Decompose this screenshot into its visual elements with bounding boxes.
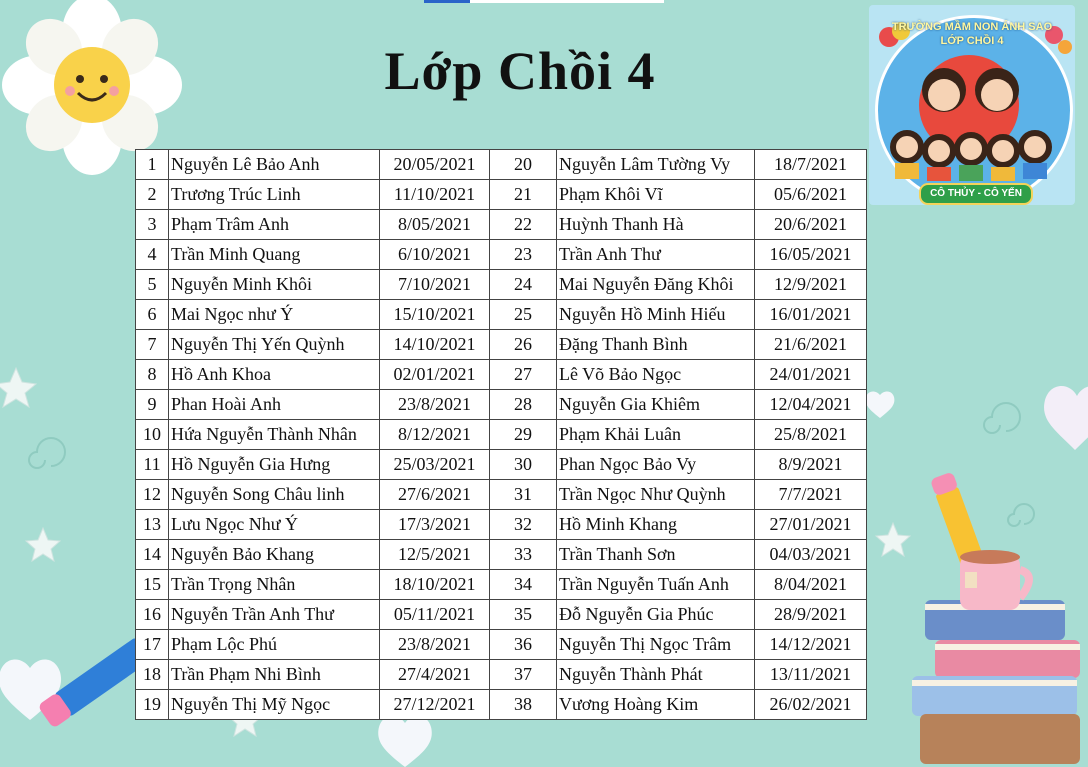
student-name: Nguyễn Thị Mỹ Ngọc (169, 690, 380, 720)
student-number: 15 (136, 570, 169, 600)
student-birthdate: 05/6/2021 (755, 180, 867, 210)
student-birthdate: 20/05/2021 (380, 150, 490, 180)
student-name: Phạm Khôi Vĩ (557, 180, 755, 210)
student-name: Trần Minh Quang (169, 240, 380, 270)
student-name: Nguyễn Gia Khiêm (557, 390, 755, 420)
student-number: 27 (490, 360, 557, 390)
student-birthdate: 28/9/2021 (755, 600, 867, 630)
student-name: Nguyễn Thị Ngọc Trâm (557, 630, 755, 660)
student-number: 31 (490, 480, 557, 510)
student-name: Nguyễn Song Châu linh (169, 480, 380, 510)
student-name: Trần Ngọc Như Quỳnh (557, 480, 755, 510)
student-birthdate: 04/03/2021 (755, 540, 867, 570)
student-birthdate: 27/4/2021 (380, 660, 490, 690)
student-number: 17 (136, 630, 169, 660)
student-name: Lưu Ngọc Như Ý (169, 510, 380, 540)
student-name: Nguyễn Thị Yến Quỳnh (169, 330, 380, 360)
table-row (136, 420, 867, 450)
student-number: 37 (490, 660, 557, 690)
student-number: 34 (490, 570, 557, 600)
table-row (136, 390, 867, 420)
student-name: Nguyễn Bảo Khang (169, 540, 380, 570)
student-number: 14 (136, 540, 169, 570)
student-name: Hồ Anh Khoa (169, 360, 380, 390)
student-number: 24 (490, 270, 557, 300)
student-number: 8 (136, 360, 169, 390)
student-number: 3 (136, 210, 169, 240)
student-name: Nguyễn Hồ Minh Hiếu (557, 300, 755, 330)
student-number: 22 (490, 210, 557, 240)
student-number: 6 (136, 300, 169, 330)
student-birthdate: 8/12/2021 (380, 420, 490, 450)
student-name: Trần Nguyễn Tuấn Anh (557, 570, 755, 600)
student-number: 33 (490, 540, 557, 570)
student-birthdate: 17/3/2021 (380, 510, 490, 540)
student-name: Trần Trọng Nhân (169, 570, 380, 600)
student-number: 32 (490, 510, 557, 540)
page-title: Lớp Chồi 4 (384, 41, 656, 101)
student-name: Mai Ngọc như Ý (169, 300, 380, 330)
table-row (136, 450, 867, 480)
table-row (136, 570, 867, 600)
table-row (136, 510, 867, 540)
mug-icon (960, 550, 1029, 610)
table-row (136, 210, 867, 240)
student-birthdate: 7/10/2021 (380, 270, 490, 300)
student-number: 36 (490, 630, 557, 660)
student-number: 16 (136, 600, 169, 630)
student-birthdate: 25/03/2021 (380, 450, 490, 480)
student-number: 18 (136, 660, 169, 690)
student-name: Phan Ngọc Bảo Vy (557, 450, 755, 480)
student-name: Nguyễn Lâm Tường Vy (557, 150, 755, 180)
student-birthdate: 12/04/2021 (755, 390, 867, 420)
student-number: 9 (136, 390, 169, 420)
student-name: Hồ Nguyễn Gia Hưng (169, 450, 380, 480)
student-name: Trương Trúc Linh (169, 180, 380, 210)
badge-school-name: TRƯỜNG MẦM NON ÁNH SAO (891, 21, 1053, 33)
student-number: 2 (136, 180, 169, 210)
student-name: Phạm Khải Luân (557, 420, 755, 450)
student-birthdate: 13/11/2021 (755, 660, 867, 690)
student-name: Mai Nguyễn Đăng Khôi (557, 270, 755, 300)
student-number: 23 (490, 240, 557, 270)
table-row (136, 150, 867, 180)
student-number: 29 (490, 420, 557, 450)
student-name: Hồ Minh Khang (557, 510, 755, 540)
student-name: Huỳnh Thanh Hà (557, 210, 755, 240)
student-number: 11 (136, 450, 169, 480)
student-number: 28 (490, 390, 557, 420)
books-icon (912, 600, 1080, 764)
student-number: 1 (136, 150, 169, 180)
student-birthdate: 15/10/2021 (380, 300, 490, 330)
student-birthdate: 7/7/2021 (755, 480, 867, 510)
student-birthdate: 12/5/2021 (380, 540, 490, 570)
student-number: 4 (136, 240, 169, 270)
student-name: Nguyễn Minh Khôi (169, 270, 380, 300)
table-row (136, 600, 867, 630)
student-name: Đặng Thanh Bình (557, 330, 755, 360)
student-roster-table (135, 149, 867, 720)
table-row (136, 360, 867, 390)
student-birthdate: 14/10/2021 (380, 330, 490, 360)
badge-teachers: CÔ THỦY - CÔ YẾN (919, 183, 1033, 205)
student-name: Trần Thanh Sơn (557, 540, 755, 570)
student-birthdate: 27/01/2021 (755, 510, 867, 540)
student-birthdate: 27/12/2021 (380, 690, 490, 720)
student-number: 26 (490, 330, 557, 360)
student-birthdate: 8/04/2021 (755, 570, 867, 600)
table-row (136, 330, 867, 360)
table-row (136, 630, 867, 660)
student-number: 19 (136, 690, 169, 720)
roster-body (136, 150, 867, 720)
student-birthdate: 6/10/2021 (380, 240, 490, 270)
student-name: Trần Phạm Nhi Bình (169, 660, 380, 690)
student-name: Lê Võ Bảo Ngọc (557, 360, 755, 390)
student-name: Nguyễn Trần Anh Thư (169, 600, 380, 630)
student-birthdate: 23/8/2021 (380, 630, 490, 660)
student-number: 35 (490, 600, 557, 630)
table-row (136, 690, 867, 720)
table-row (136, 300, 867, 330)
student-birthdate: 20/6/2021 (755, 210, 867, 240)
student-number: 20 (490, 150, 557, 180)
student-birthdate: 26/02/2021 (755, 690, 867, 720)
table-row (136, 240, 867, 270)
student-birthdate: 16/01/2021 (755, 300, 867, 330)
student-birthdate: 8/05/2021 (380, 210, 490, 240)
student-number: 13 (136, 510, 169, 540)
student-number: 25 (490, 300, 557, 330)
student-birthdate: 27/6/2021 (380, 480, 490, 510)
student-birthdate: 8/9/2021 (755, 450, 867, 480)
student-name: Nguyễn Thành Phát (557, 660, 755, 690)
student-number: 10 (136, 420, 169, 450)
student-name: Phạm Lộc Phú (169, 630, 380, 660)
student-name: Hứa Nguyễn Thành Nhân (169, 420, 380, 450)
table-row (136, 270, 867, 300)
student-birthdate: 18/7/2021 (755, 150, 867, 180)
student-birthdate: 02/01/2021 (380, 360, 490, 390)
student-name: Phạm Trâm Anh (169, 210, 380, 240)
student-name: Đỗ Nguyễn Gia Phúc (557, 600, 755, 630)
student-birthdate: 12/9/2021 (755, 270, 867, 300)
student-birthdate: 24/01/2021 (755, 360, 867, 390)
student-number: 38 (490, 690, 557, 720)
table-row (136, 660, 867, 690)
student-birthdate: 25/8/2021 (755, 420, 867, 450)
table-row (136, 180, 867, 210)
student-number: 12 (136, 480, 169, 510)
table-row (136, 540, 867, 570)
student-name: Phan Hoài Anh (169, 390, 380, 420)
student-birthdate: 14/12/2021 (755, 630, 867, 660)
student-birthdate: 05/11/2021 (380, 600, 490, 630)
badge-class-name: LỚP CHỒI 4 (940, 35, 1004, 47)
student-name: Trần Anh Thư (557, 240, 755, 270)
student-number: 21 (490, 180, 557, 210)
student-number: 7 (136, 330, 169, 360)
student-birthdate: 11/10/2021 (380, 180, 490, 210)
student-birthdate: 16/05/2021 (755, 240, 867, 270)
school-badge (869, 5, 1075, 205)
table-row (136, 480, 867, 510)
student-birthdate: 18/10/2021 (380, 570, 490, 600)
student-name: Vương Hoàng Kim (557, 690, 755, 720)
student-birthdate: 23/8/2021 (380, 390, 490, 420)
student-number: 30 (490, 450, 557, 480)
student-number: 5 (136, 270, 169, 300)
student-birthdate: 21/6/2021 (755, 330, 867, 360)
student-name: Nguyễn Lê Bảo Anh (169, 150, 380, 180)
